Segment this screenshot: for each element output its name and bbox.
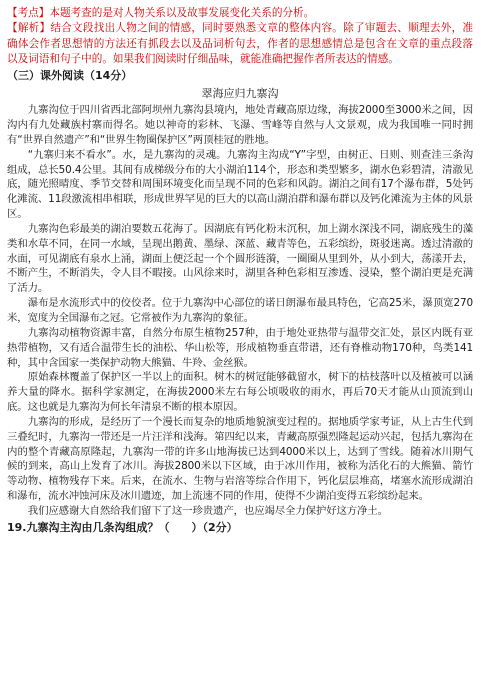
kaodian-tag: 【考点】 [7,7,50,19]
kaodian-line [7,6,473,21]
paragraph-3: 九寨沟色彩最美的湖泊要数五花海了。因湖底有钙化粉末沉积，加上湖水深浅不同，湖底残生的藻类和水草不同，在同一水域，呈现出鹅黄、墨绿、深蓝、藏青等色，五彩缤纷，斑驳迷离。透过清澈的水面，可见湖底有泉水上涌，湖面上便泛起一个个圆形涟漪，一圈圈从里到外，从小到大，荡漾开去，不断产生，不断消失，令人目不暇接。山风徐来时，湖里各种色彩相互渗透、浸染，整个湖泊更是充满了活力。 [7,222,473,295]
article-title: 翠海应归九寨沟 [201,87,279,101]
paragraph-8: 我们应感谢大自然给我们留下了这一珍贵遗产，也应竭尽全力保护好这方净土。 [27,504,388,517]
paragraph-2: “九寨归来不看水”。水，是九寨沟的灵魂。九寨沟主沟成“Y”字型，由树正、日则、则查洼三条沟组成，总长50.4公里。其间有成梯级分布的大小湖泊114个，形态和类型繁多，湖水色彩碧清，清澈见底，随光照晴度、季节交替和周围环境变化而呈现不同的色彩和风韵。湖泊之间有17个瀑布群，5处钙化滩流、11段激流相串相联，形成世界罕见的巨大的以高山湖泊群和瀑布群以及钙化滩流为主体的风景区。 [7,148,473,221]
paragraph-1: 九寨沟位于四川省西北部阿坝州九寨沟县境内，地处青藏高原边缘，海拔2000至3000米之间，因沟内有九处藏族村寨而得名。她以神奇的彩林、飞瀑、雪峰等自然与人文景观，成为我国唯一同时拥有“世界自然遗产”和“世界生物圈保护区”两顶桂冠的胜地。 [7,104,473,146]
jiexi-line [7,21,473,67]
analysis-block [7,6,473,67]
paragraph-7: 九寨沟的形成，是经历了一个漫长而复杂的地质地貌演变过程的。据地质学家考证，从上古生代到三叠纪时，九寨沟一带还是一片汪洋和浅海。第四纪以来，青藏高原强烈隆起运动兴起，包括九寨沟在内的整个青藏高原隆起，九寨沟一带的许多山地海拔已达到4000米以上，达到了雪线。随着冰川期气候的到来，高山上发育了冰川。海拔2800米以下区域，由于冰川作用，被称为活化石的大熊猫、箭竹等动物、植物残存下来。后来，在流水、生物与岩溶等综合作用下，钙化层层堆高，堵塞水流形成湖泊和瀑布，流水冲蚀河床及冰川遗迹，加上流速不同的作用，使得不少湖泊变得五彩缤纷起来。 [7,415,473,503]
section-title: （三）课外阅读（14分） [7,69,133,83]
jiexi-text: 结合文段找出人物之间的情感，同时要熟悉文章的整体内容。除了审题去、顺理去外，准确体会作者思想情的方法还有抓段去以及品词析句去，作者的思想感情总是包含在文章的重点段落以及词语和句子中的。如果我们阅读时仔细品味，就能准确把握作者所表达的情感。 [7,22,473,65]
question-19: 19.九寨沟主沟由几条沟组成？（ ）（2分） [7,520,238,534]
paragraph-6: 原始森林覆盖了保护区一半以上的面积。树木的树冠能够截留水，树下的枯枝落叶以及植被可以涵养大量的降水。据科学家测定，在海拔2000米左右每公顷吸收的雨水，再后70天才能从山顶流到山底。这也就是九寨沟为何长年清泉不断的根本原因。 [7,371,473,414]
paragraph-5: 九寨沟动植物资源丰富，自然分布原生植物257种，由于地处亚热带与温带交汇处，景区内既有亚热带植物，又有适合温带生长的油松、华山松等，形成植物垂直带谱，还有脊椎动物170种，鸟类141种，其中含国家一类保护动物大熊猫、牛羚、金丝猴。 [7,326,473,369]
kaodian-text: 本题考查的是对人物关系以及故事发展变化关系的分析。 [49,7,315,19]
paragraph-4: 瀑布是水流形式中的佼佼者。位于九寨沟中心部位的诺日朗瀑布最具特色，它高25米，瀑顶宽270米，宽度为全国瀑布之冠。它常被作为九寨沟的象征。 [7,297,473,324]
jiexi-tag: 【解析】 [7,22,51,35]
